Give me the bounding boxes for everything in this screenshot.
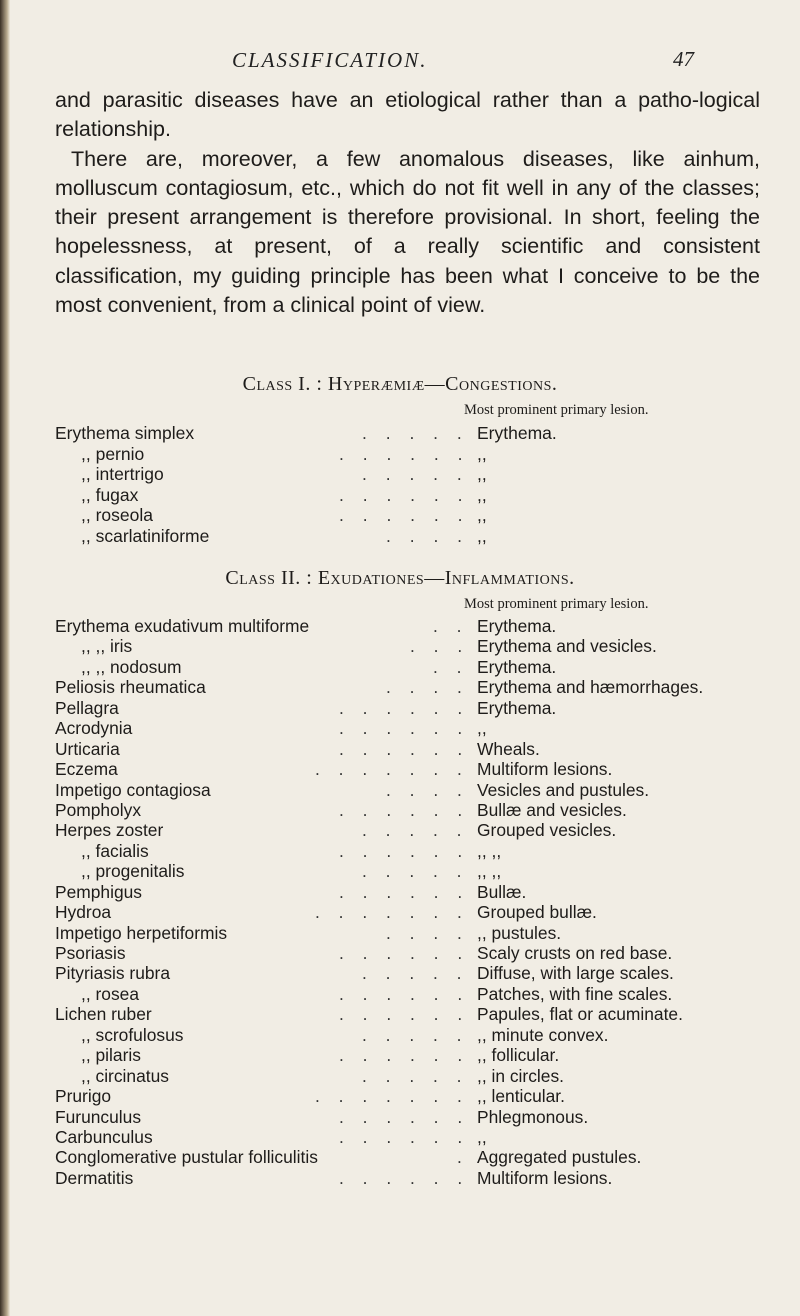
primary-lesion: Multiform lesions. [477, 1167, 613, 1188]
leader-dots: . . . . . [362, 963, 469, 984]
leader-dots: . . . . . . [339, 840, 470, 861]
leader-dots: . . . . . . . [315, 759, 469, 780]
leader-dots: . . . . [386, 779, 469, 800]
intro-text [55, 86, 760, 320]
primary-lesion: Erythema. [477, 697, 557, 718]
leader-dots: . . . . [386, 525, 470, 546]
primary-lesion: Scaly crusts on red base. [477, 943, 673, 963]
leader-dots: . . . [410, 636, 470, 657]
leader-dots: . . . . [386, 677, 469, 698]
table-row [55, 1086, 800, 1106]
table-row [55, 780, 800, 800]
table-row [55, 1066, 800, 1086]
disease-name: Dermatitis [55, 1167, 134, 1188]
leader-dots: . . . . . . [339, 1106, 470, 1127]
disease-name: Erythema simplex [55, 423, 195, 443]
table-row [55, 861, 800, 881]
disease-name: ,, facialis [81, 840, 149, 861]
primary-lesion: ,, ,, [477, 840, 502, 861]
disease-name: Acrodynia [55, 718, 133, 739]
primary-lesion: ,, minute convex. [477, 1024, 609, 1045]
page-number: 47 [673, 47, 694, 71]
table-row [55, 739, 800, 759]
primary-lesion: ,, lenticular. [477, 1086, 565, 1107]
leader-dots: . . . . . . [339, 443, 470, 464]
leader-dots: . . [433, 616, 469, 636]
intro-paragraph-1: and parasitic diseases have an etiological rather than a patho-logical relationship. [55, 88, 760, 142]
primary-lesion: ,, pustules. [477, 922, 562, 943]
primary-lesion: Grouped bullæ. [477, 902, 597, 923]
primary-lesion: Aggregated pustules. [477, 1147, 642, 1168]
table-row [55, 718, 800, 738]
primary-lesion: Erythema. [477, 423, 557, 443]
table-row [55, 902, 800, 922]
primary-lesion: Erythema. [477, 616, 557, 636]
primary-lesion: ,, [477, 484, 487, 505]
table-row [55, 616, 800, 636]
leader-dots: . . . . . . [339, 718, 470, 739]
leader-dots: . . . . . . [339, 697, 470, 718]
primary-lesion: ,, [477, 505, 487, 525]
primary-lesion: ,, in circles. [477, 1065, 564, 1086]
primary-lesion: Bullæ. [477, 881, 527, 902]
table-row [55, 505, 800, 526]
primary-lesion: Grouped vesicles. [477, 820, 617, 841]
disease-name: Conglomerative pustular folliculitis [55, 1147, 318, 1168]
table-row [55, 820, 800, 840]
primary-lesion: ,, [477, 443, 487, 464]
disease-name: Carbunculus [55, 1126, 153, 1147]
disease-name: ,, roseola [81, 505, 153, 525]
page-header [0, 44, 800, 78]
class-1-column-heading: Most prominent primary lesion. [464, 402, 649, 418]
table-row [55, 464, 800, 485]
leader-dots: . . . . . . [339, 738, 470, 759]
primary-lesion: Erythema. [477, 656, 557, 677]
table-row [55, 841, 800, 861]
table-row [55, 882, 800, 902]
disease-name: Lichen ruber [55, 1004, 152, 1025]
leader-dots: . . . . . . [339, 983, 470, 1004]
table-row [55, 1045, 800, 1065]
disease-name: ,, pilaris [81, 1045, 141, 1066]
primary-lesion: Erythema and hæmorrhages. [477, 677, 704, 698]
disease-name: Impetigo contagiosa [55, 779, 211, 800]
class-2-heading: Class II. : Exudationes—Inflammations. [225, 567, 575, 589]
table-row [55, 1168, 800, 1188]
primary-lesion: Erythema and vesicles. [477, 636, 657, 657]
table-row [55, 984, 800, 1004]
disease-name: ,, circinatus [81, 1065, 169, 1086]
leader-dots: . . . . . . [339, 1004, 470, 1025]
leader-dots: . [457, 1147, 469, 1168]
disease-name: ,, rosea [81, 983, 139, 1004]
leader-dots: . . . . . [362, 423, 469, 443]
table-row [55, 698, 800, 718]
disease-name: ,, intertrigo [81, 464, 164, 484]
leader-dots: . . [433, 656, 469, 677]
disease-name: Impetigo herpetiformis [55, 922, 228, 943]
table-row [55, 485, 800, 506]
leader-dots: . . . . . . [339, 799, 470, 820]
table-row [55, 943, 800, 963]
disease-name: Herpes zoster [55, 820, 164, 841]
leader-dots: . . . . . . . [315, 1086, 469, 1107]
disease-name: Psoriasis [55, 943, 126, 963]
disease-name: ,, fugax [81, 484, 139, 505]
table-row [55, 759, 800, 779]
disease-name: Pemphigus [55, 881, 143, 902]
table-row [55, 1107, 800, 1127]
primary-lesion: ,, [477, 1126, 487, 1147]
disease-name: ,, scrofulosus [81, 1024, 184, 1045]
primary-lesion: Papules, flat or acuminate. [477, 1004, 683, 1025]
disease-name: Eczema [55, 759, 118, 780]
disease-name: Pompholyx [55, 799, 142, 820]
primary-lesion: Phlegmonous. [477, 1106, 589, 1127]
class-1-label: Class I. [242, 373, 311, 395]
class-2-table [55, 616, 800, 1188]
primary-lesion: Wheals. [477, 738, 540, 759]
leader-dots: . . . . . [362, 1065, 469, 1086]
leader-dots: . . . . . [362, 464, 469, 484]
class-2-label: Class II. [225, 567, 301, 589]
disease-name: Prurigo [55, 1086, 112, 1107]
disease-name: ,, ,, nodosum [81, 656, 182, 677]
leader-dots: . . . . . [362, 861, 469, 882]
primary-lesion: ,, [477, 525, 487, 546]
primary-lesion: ,, follicular. [477, 1045, 560, 1066]
disease-name: Pellagra [55, 697, 119, 718]
table-row [55, 923, 800, 943]
running-title: CLASSIFICATION. [232, 48, 428, 72]
disease-name: ,, scarlatiniforme [81, 525, 210, 546]
leader-dots: . . . . . [362, 1024, 469, 1045]
leader-dots: . . . . . . [339, 484, 470, 505]
disease-name: ,, progenitalis [81, 861, 185, 882]
leader-dots: . . . . . . [339, 1045, 470, 1066]
disease-name: Peliosis rheumatica [55, 677, 206, 698]
primary-lesion: ,, [477, 464, 487, 484]
disease-name: Hydroa [55, 902, 112, 923]
table-row [55, 800, 800, 820]
table-row [55, 1127, 800, 1147]
intro-paragraph-2: There are, moreover, a few anomalous diseases, like ainhum, molluscum contagiosum, etc., which do not fit well in any of the classes; their present arrangement is therefore provisional. In short, feeling the hopelessness, at present, of a really scientific and consistent classification, my guiding principle has been what I conceive to be the most convenient, from a clinical point of view. [55, 146, 760, 318]
class-1-table [55, 423, 800, 546]
table-row [55, 526, 800, 547]
disease-name: Pityriasis rubra [55, 963, 171, 984]
leader-dots: . . . . [386, 922, 469, 943]
primary-lesion: Multiform lesions. [477, 759, 613, 780]
table-row [55, 444, 800, 465]
primary-lesion: ,, ,, [477, 861, 502, 882]
class-1-heading: Class I. : Hyperæmiæ—Congestions. [242, 373, 558, 395]
class-1-title: Hyperæmiæ—Congestions. [327, 373, 558, 395]
primary-lesion: Bullæ and vesicles. [477, 799, 627, 820]
disease-name: ,, ,, iris [81, 636, 133, 657]
leader-dots: . . . . . . [339, 881, 470, 902]
disease-name: Urticaria [55, 738, 120, 759]
class-2-title: Exudationes—Inflammations. [317, 567, 575, 589]
leader-dots: . . . . . [362, 820, 469, 841]
table-row [55, 677, 800, 697]
leader-dots: . . . . . . [339, 1167, 470, 1188]
book-spine-shadow [0, 0, 10, 1316]
table-row [55, 963, 800, 983]
primary-lesion: Diffuse, with large scales. [477, 963, 674, 984]
primary-lesion: Vesicles and pustules. [477, 779, 650, 800]
primary-lesion: ,, [477, 718, 487, 739]
table-row [55, 423, 800, 444]
primary-lesion: Patches, with fine scales. [477, 983, 673, 1004]
leader-dots: . . . . . . [339, 1126, 470, 1147]
disease-name: Erythema exudativum multiforme [55, 616, 310, 636]
table-row [55, 1004, 800, 1024]
leader-dots: . . . . . . . [315, 902, 469, 923]
disease-name: ,, pernio [81, 443, 145, 464]
leader-dots: . . . . . . [339, 505, 470, 525]
leader-dots: . . . . . . [339, 943, 470, 963]
table-row [55, 636, 800, 656]
class-2-column-heading: Most prominent primary lesion. [464, 596, 649, 612]
table-row [55, 1147, 800, 1167]
table-row [55, 1025, 800, 1045]
disease-name: Furunculus [55, 1106, 142, 1127]
table-row [55, 657, 800, 677]
